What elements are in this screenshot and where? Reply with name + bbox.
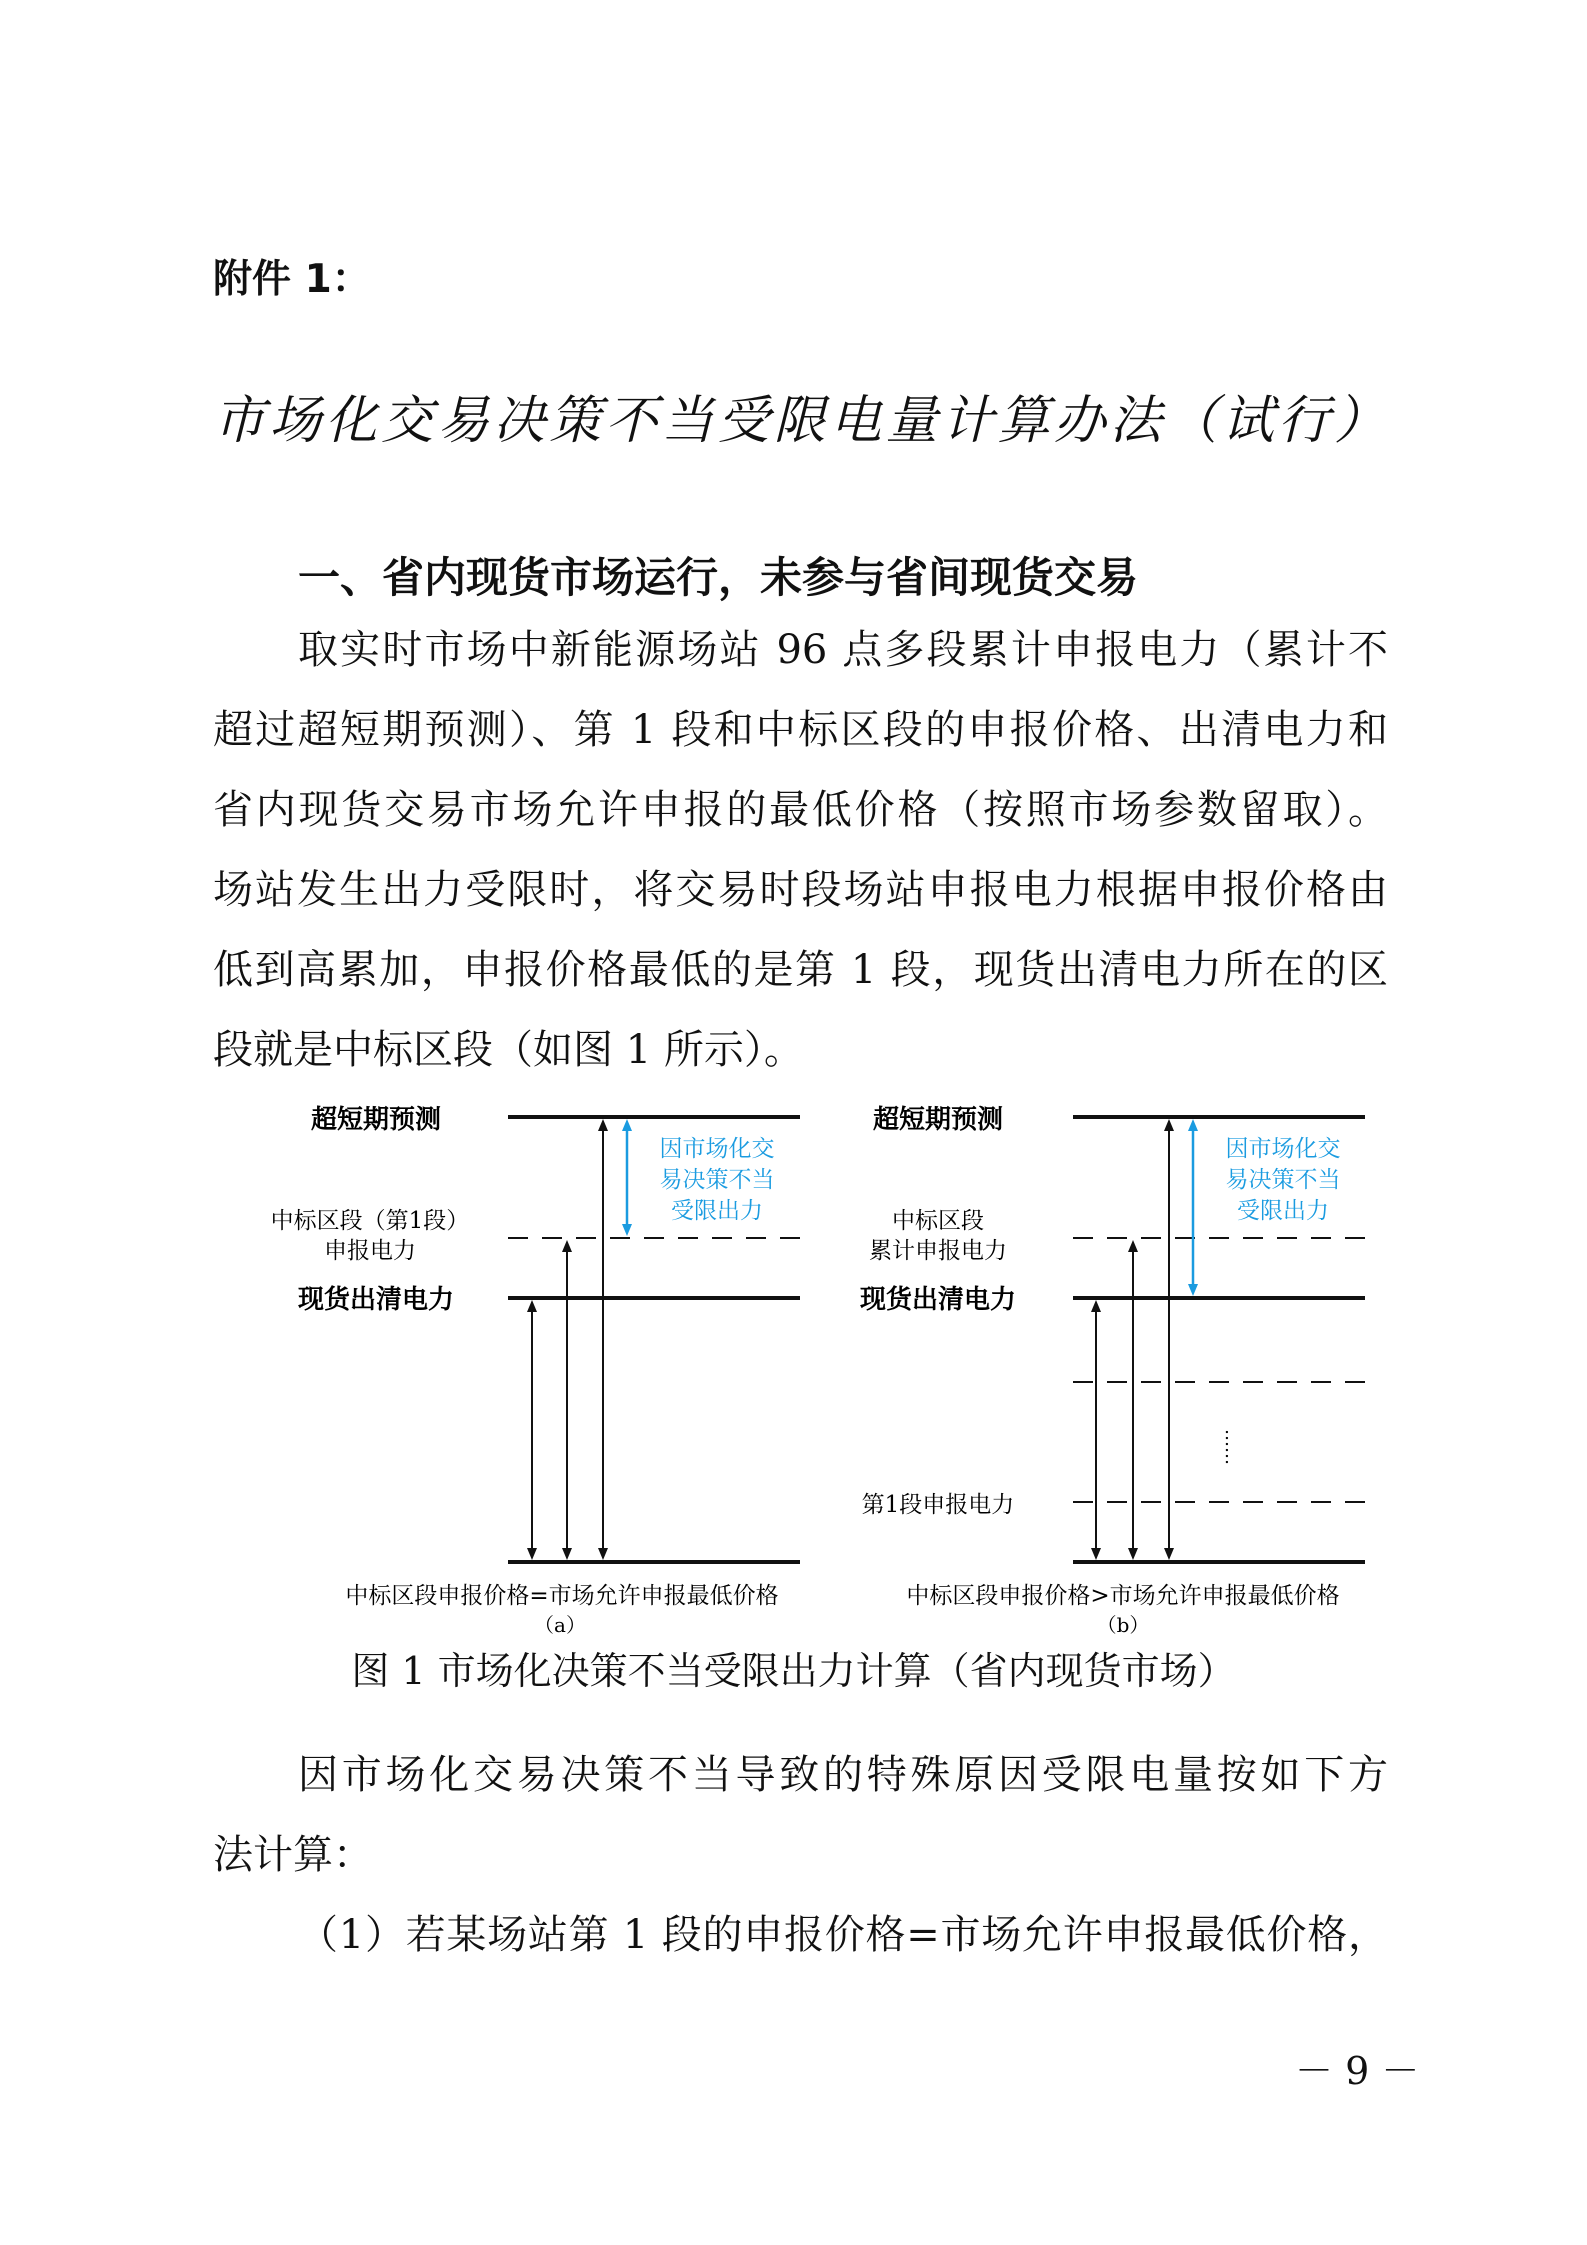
- label-bottom: 中标区段申报价格>市场允许申报最低价格: [906, 1583, 1340, 1609]
- paragraph-line: 取实时市场中新能源场站 96 点多段累计申报电力（累计不: [298, 627, 1388, 673]
- paragraph-line: （1）若某场站第 1 段的申报价格=市场允许申报最低价格，: [298, 1912, 1388, 1958]
- label-forecast: 超短期预测: [310, 1105, 442, 1135]
- paragraph-line: 低到高累加，申报价格最低的是第 1 段，现货出清电力所在的区: [213, 947, 1388, 993]
- paragraph-line: 场站发生出力受限时，将交易时段场站申报电力根据申报价格由: [213, 867, 1388, 913]
- figure-caption: 图 1 市场化决策不当受限出力计算（省内现货市场）: [351, 1649, 1236, 1693]
- label-segment-line1: 中标区段（第1段）: [270, 1208, 470, 1234]
- annotation-line1: 因市场化交: [1225, 1136, 1341, 1162]
- annotation-line1: 因市场化交: [659, 1136, 775, 1162]
- paragraph-line: 超过超短期预测）、第 1 段和中标区段的申报价格、出清电力和: [213, 707, 1388, 753]
- label-forecast: 超短期预测: [872, 1105, 1004, 1135]
- annotation-line2: 易决策不当: [1225, 1167, 1341, 1193]
- document-title: 市场化交易决策不当受限电量计算办法（试行）: [213, 391, 1388, 451]
- figure-panel-a: [271, 1104, 800, 1637]
- paragraph-line: 法计算：: [213, 1832, 373, 1878]
- paragraph-line: 因市场化交易决策不当导致的特殊原因受限电量按如下方: [298, 1752, 1388, 1798]
- paragraph-line: 段就是中标区段（如图 1 所示）。: [213, 1027, 804, 1073]
- label-segment-line1: 中标区段: [892, 1208, 984, 1234]
- label-clearing: 现货出清电力: [859, 1285, 1017, 1315]
- ellipsis-mark: ……: [1221, 1429, 1242, 1465]
- figure-panel-b: [860, 1104, 1365, 1637]
- label-first-segment: 第1段申报电力: [861, 1492, 1015, 1518]
- page-number: － 9 －: [1295, 2049, 1420, 2093]
- annotation-line3: 受限出力: [671, 1198, 763, 1224]
- label-sub-b: （b）: [1096, 1613, 1150, 1637]
- section-heading: 一、省内现货市场运行，未参与省间现货交易: [298, 553, 1139, 602]
- label-bottom: 中标区段申报价格=市场允许申报最低价格: [345, 1583, 779, 1609]
- label-clearing: 现货出清电力: [297, 1285, 455, 1315]
- label-segment-line2: 累计申报电力: [869, 1238, 1007, 1264]
- label-segment-line2: 申报电力: [324, 1238, 416, 1264]
- paragraph-line: 省内现货交易市场允许申报的最低价格（按照市场参数留取）。: [213, 787, 1388, 833]
- annotation-line2: 易决策不当: [659, 1167, 775, 1193]
- annotation-line3: 受限出力: [1237, 1198, 1329, 1224]
- attachment-label: 附件 1：: [213, 257, 371, 302]
- label-sub-a: （a）: [534, 1613, 586, 1637]
